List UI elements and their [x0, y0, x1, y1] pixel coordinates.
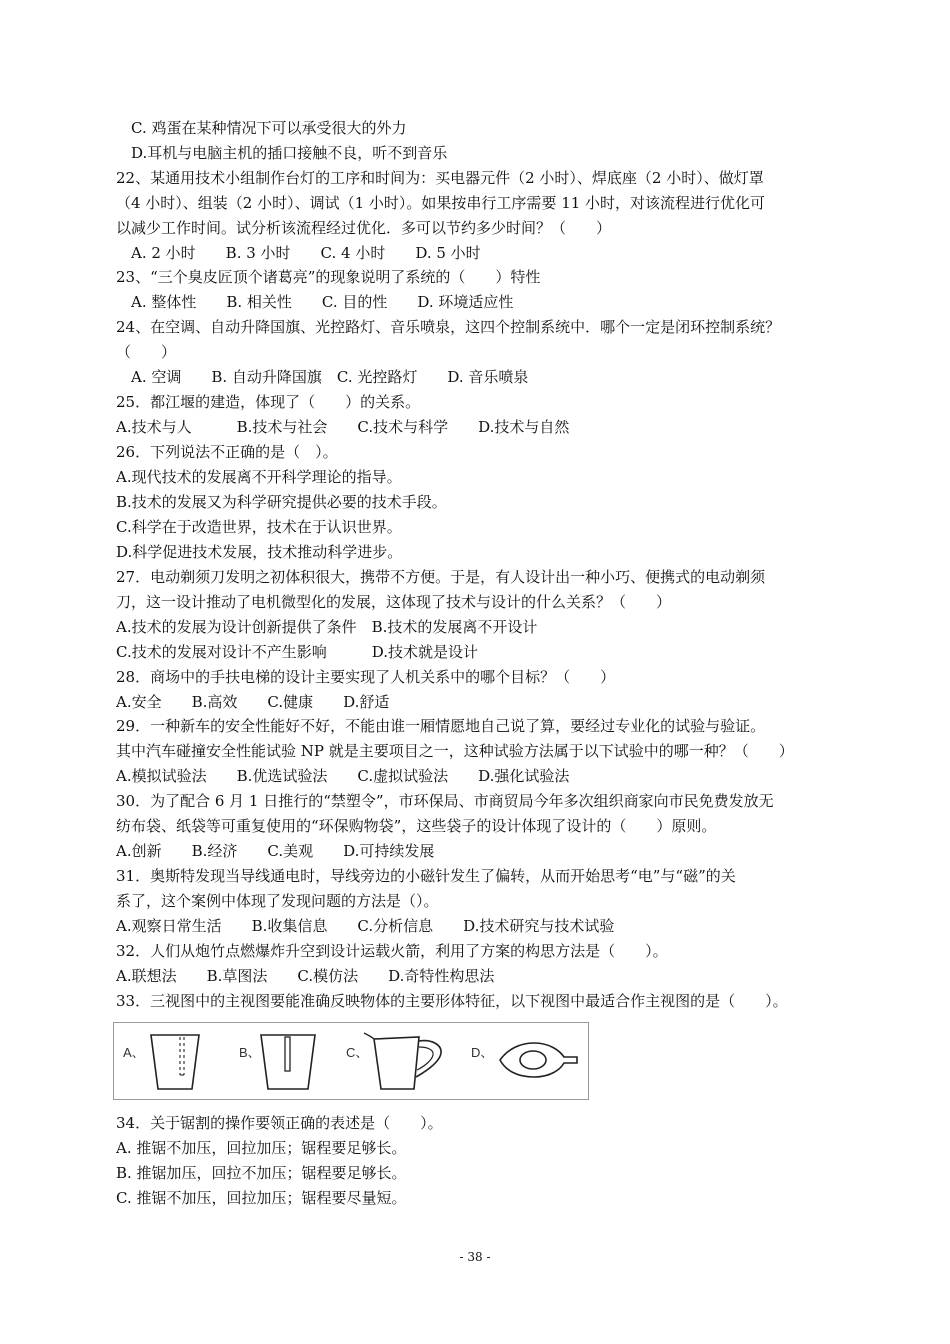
question-26: 26．下列说法不正确的是（ ）。 [116, 443, 338, 461]
cup-view-c [364, 1033, 441, 1089]
answer-option: C.科学在于改造世界，技术在于认识世界。 [116, 518, 402, 536]
question-34: 34．关于锯割的操作要领正确的表述是（ ）。 [116, 1114, 443, 1132]
text-line: 系了，这个案例中体现了发现问题的方法是（）。 [116, 892, 439, 910]
answer-options: A.技术与人 B.技术与社会 C.技术与科学 D.技术与自然 [116, 418, 570, 436]
answer-options: A. 空调 B. 自动升降国旗 C. 光控路灯 D. 音乐喷泉 [131, 368, 529, 386]
answer-option: C. 推锯不加压，回拉加压；锯程要尽量短。 [116, 1189, 407, 1207]
answer-options: A.技术的发展为设计创新提供了条件 B.技术的发展离不开设计 [116, 618, 538, 636]
answer-options: C.技术的发展对设计不产生影响 D.技术就是设计 [116, 643, 478, 661]
cup-view-b [261, 1035, 315, 1089]
question-22: 22、某通用技术小组制作台灯的工序和时间为：买电器元件（2 小时）、焊底座（2 小时）、做灯罩 [116, 169, 764, 187]
question-25: 25．都江堰的建造，体现了（ ）的关系。 [116, 393, 421, 411]
question-24: 24、在空调、自动升降国旗、光控路灯、音乐喷泉，这四个控制系统中．哪个一定是闭环控制系统？ [116, 318, 781, 336]
figure-option-label: B、 [239, 1045, 261, 1060]
answer-option: B. 推锯加压，回拉不加压；锯程要足够长。 [116, 1164, 407, 1182]
text-line: D.耳机与电脑主机的插口接触不良，听不到音乐 [131, 144, 448, 162]
text-line: 刀，这一设计推动了电机微型化的发展，这体现了技术与设计的什么关系？（ ） [116, 593, 672, 611]
cup-view-d [500, 1043, 577, 1077]
answer-option: A. 推锯不加压，回拉加压；锯程要足够长。 [116, 1139, 407, 1157]
question-23: 23、“三个臭皮匠顶个诸葛亮”的现象说明了系统的（ ）特性 [116, 268, 541, 286]
figure-option-label: A、 [123, 1045, 145, 1060]
answer-options: A.安全 B.高效 C.健康 D.舒适 [116, 693, 390, 711]
question-30: 30．为了配合 6 月 1 日推行的“禁塑令”，市环保局、市商贸局今年多次组织商家向市民免费发放无 [116, 792, 774, 810]
text-line: 纺布袋、纸袋等可重复使用的“环保购物袋”，这些袋子的设计体现了设计的（ ）原则。 [116, 817, 717, 835]
answer-options: A. 整体性 B. 相关性 C. 目的性 D. 环境适应性 [131, 293, 514, 311]
figure-option-label: D、 [471, 1045, 494, 1060]
answer-option: D.科学促进技术发展，技术推动科学进步。 [116, 543, 403, 561]
question-31: 31．奥斯特发现当导线通电时，导线旁边的小磁针发生了偏转，从而开始思考“电”与“磁”的关 [116, 867, 736, 885]
answer-option: A.现代技术的发展离不开科学理论的指导。 [116, 468, 402, 486]
cup-view-a [151, 1035, 199, 1089]
answer-options: A.创新 B.经济 C.美观 D.可持续发展 [116, 842, 435, 860]
text-line: （ ） [116, 343, 177, 361]
answer-options: A. 2 小时 B. 3 小时 C. 4 小时 D. 5 小时 [131, 244, 481, 262]
three-view-figure [113, 1022, 589, 1100]
question-28: 28．商场中的手扶电梯的设计主要实现了人机关系中的哪个目标？（ ） [116, 668, 616, 686]
text-line: C. 鸡蛋在某种情况下可以承受很大的外力 [131, 119, 407, 137]
answer-option: B.技术的发展又为科学研究提供必要的技术手段。 [116, 493, 447, 511]
answer-options: A.观察日常生活 B.收集信息 C.分析信息 D.技术研究与技术试验 [116, 917, 615, 935]
answer-options: A.模拟试验法 B.优选试验法 C.虚拟试验法 D.强化试验法 [116, 767, 570, 785]
question-29: 29．一种新车的安全性能好不好，不能由谁一厢情愿地自己说了算，要经过专业化的试验与验证。 [116, 717, 766, 735]
text-line: （4 小时）、组装（2 小时）、调试（1 小时）。如果按串行工序需要 11 小时，对该流程进行优化可 [116, 194, 766, 212]
text-line: 以减少工作时间。试分析该流程经过优化．多可以节约多少时间？（ ） [116, 219, 612, 237]
page-number: - 38 - [459, 1250, 491, 1264]
question-33: 33．三视图中的主视图要能准确反映物体的主要形体特征，以下视图中最适合作主视图的是（ ）。 [116, 992, 788, 1010]
cup-views-illustration [114, 1023, 588, 1099]
answer-options: A.联想法 B.草图法 C.模仿法 D.奇特性构思法 [116, 967, 495, 985]
question-27: 27．电动剃须刀发明之初体积很大，携带不方便。于是，有人设计出一种小巧、便携式的电动剃须 [116, 568, 766, 586]
text-line: 其中汽车碰撞安全性能试验 NP 就是主要项目之一，这种试验方法属于以下试验中的哪一种？（ ） [116, 742, 794, 760]
figure-option-label: C、 [346, 1045, 369, 1060]
question-32: 32．人们从炮竹点燃爆炸升空到设计运载火箭，利用了方案的构思方法是（ ）。 [116, 942, 668, 960]
